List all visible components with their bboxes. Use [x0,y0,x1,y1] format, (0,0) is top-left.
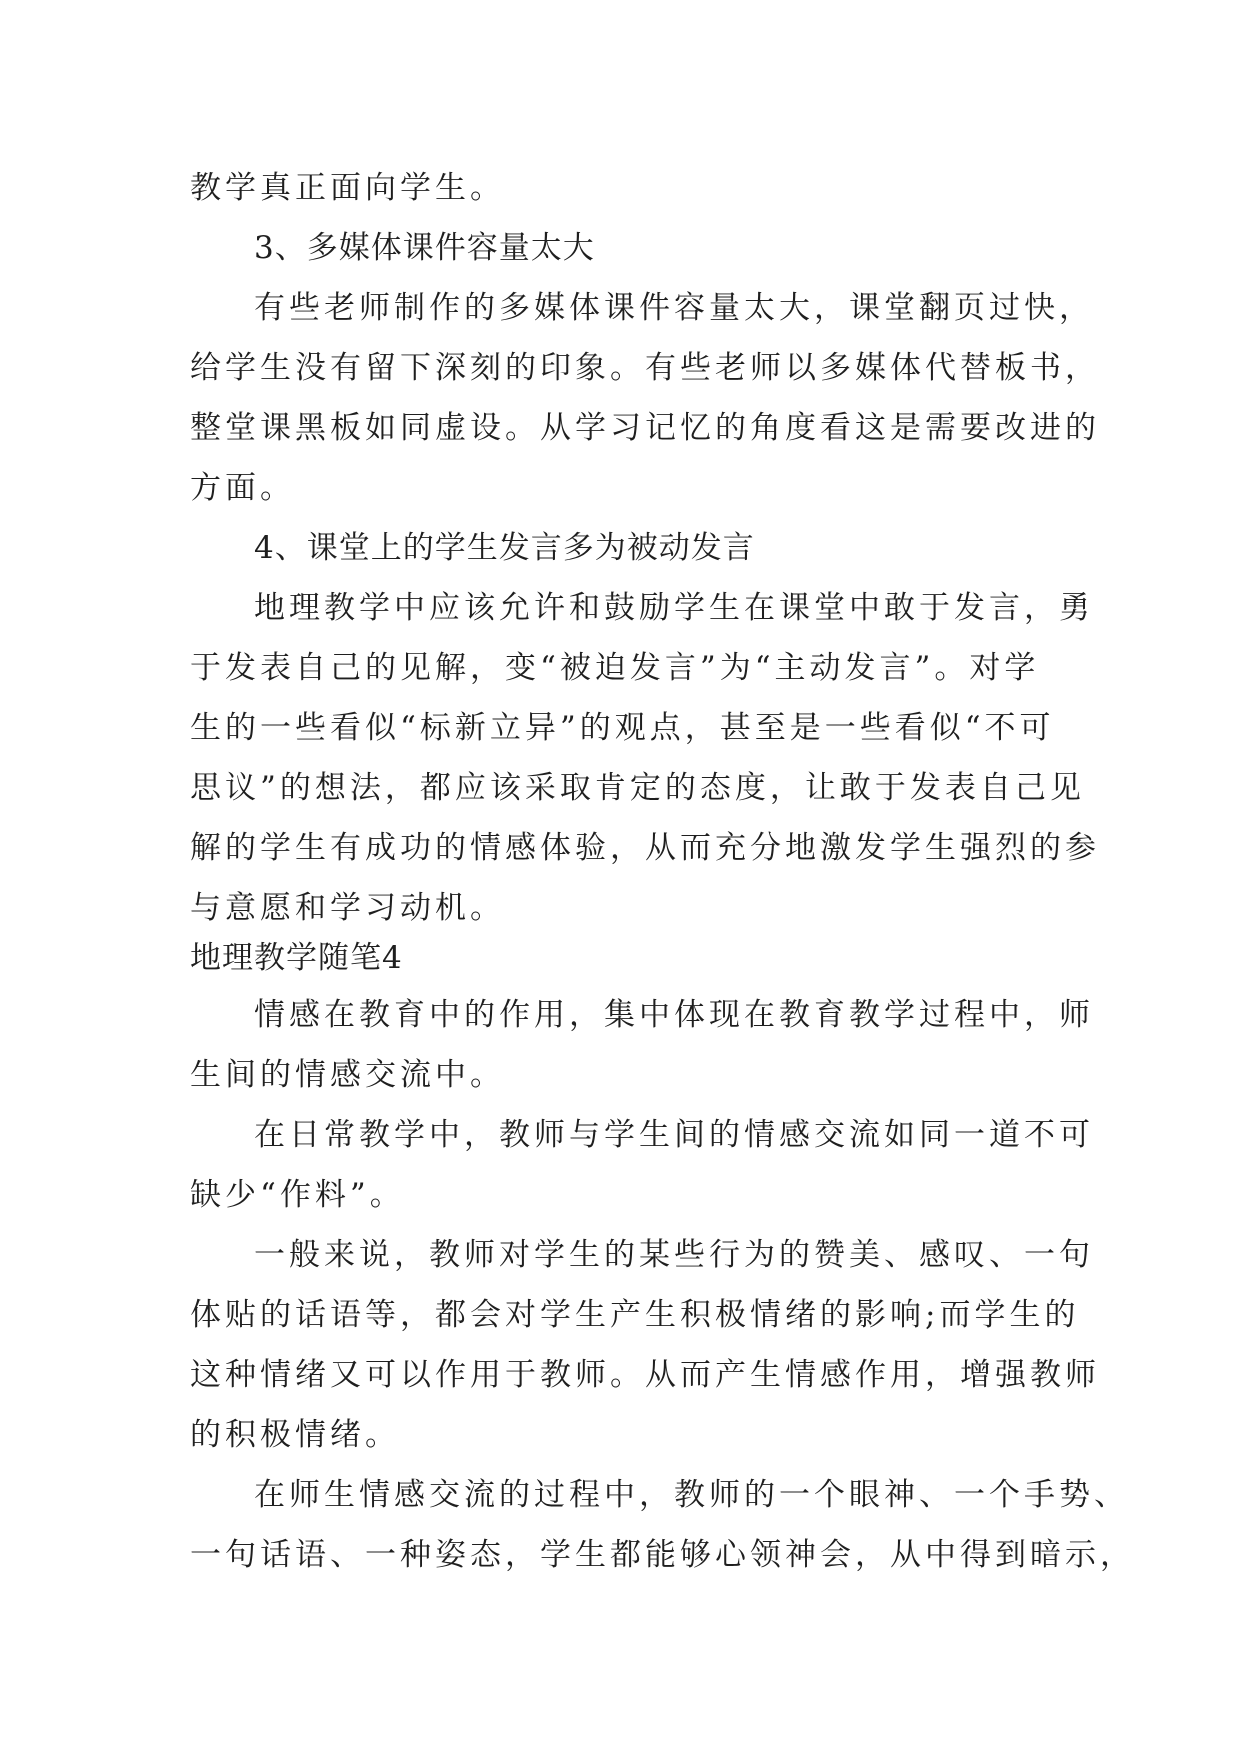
text-line [190,1175,1241,1215]
text-line-content: 缺少“作料”。 [190,1177,405,1213]
text-line-content: 体贴的话语等，都会对学生产生积极情绪的影响;而学生的 [190,1297,1080,1333]
text-line-content: 在师生情感交流的过程中，教师的一个眼神、一个手势、 [254,1477,1129,1513]
text-line [190,168,1241,208]
text-line-content: 地理教学中应该允许和鼓励学生在课堂中敢于发言，勇 [254,590,1094,626]
text-line [190,1535,1241,1575]
section-heading [254,228,1241,268]
text-line-content: 3、多媒体课件容量太大 [254,230,595,266]
text-line-content: 与意愿和学习动机。 [190,890,505,926]
text-line-content: 一句话语、一种姿态，学生都能够心领神会，从中得到暗示， [190,1537,1135,1573]
text-line [254,1115,1241,1155]
text-line [254,1235,1241,1275]
text-line-content: 给学生没有留下深刻的印象。有些老师以多媒体代替板书， [190,350,1100,386]
text-line [190,828,1241,868]
text-line-content: 地理教学随笔4 [190,940,403,976]
text-line-content: 4、课堂上的学生发言多为被动发言 [254,530,755,566]
text-line-content: 于发表自己的见解，变“被迫发言”为“主动发言”。对学 [190,650,1040,686]
text-line-content: 思议”的想法，都应该采取肯定的态度，让敢于发表自己见 [190,770,1085,806]
text-line-content: 情感在教育中的作用，集中体现在教育教学过程中，师 [254,997,1094,1033]
text-line [254,1475,1241,1515]
text-line-content: 解的学生有成功的情感体验，从而充分地激发学生强烈的参 [190,830,1100,866]
text-line-content: 有些老师制作的多媒体课件容量太大，课堂翻页过快， [254,290,1094,326]
text-line-content: 生间的情感交流中。 [190,1057,505,1093]
text-line [190,768,1241,808]
text-line [190,1415,1241,1455]
text-line-content: 一般来说，教师对学生的某些行为的赞美、感叹、一句 [254,1237,1094,1273]
text-line [254,588,1241,628]
text-line [190,1055,1241,1095]
text-line-content: 教学真正面向学生。 [190,170,505,206]
article-title [190,938,1241,978]
text-line-content: 的积极情绪。 [190,1417,400,1453]
text-line [190,408,1241,448]
text-line [190,348,1241,388]
text-line-content: 这种情绪又可以作用于教师。从而产生情感作用，增强教师 [190,1357,1100,1393]
text-line-content: 方面。 [190,470,295,506]
text-line [190,648,1241,688]
text-line [190,1295,1241,1335]
text-line [190,708,1241,748]
text-line-content: 在日常教学中，教师与学生间的情感交流如同一道不可 [254,1117,1094,1153]
text-line [190,468,1241,508]
section-heading [254,528,1241,568]
text-line-content: 整堂课黑板如同虚设。从学习记忆的角度看这是需要改进的 [190,410,1100,446]
text-line [190,888,1241,928]
text-line [254,995,1241,1035]
text-line-content: 生的一些看似“标新立异”的观点，甚至是一些看似“不可 [190,710,1055,746]
text-line [190,1355,1241,1395]
text-line [254,288,1241,328]
